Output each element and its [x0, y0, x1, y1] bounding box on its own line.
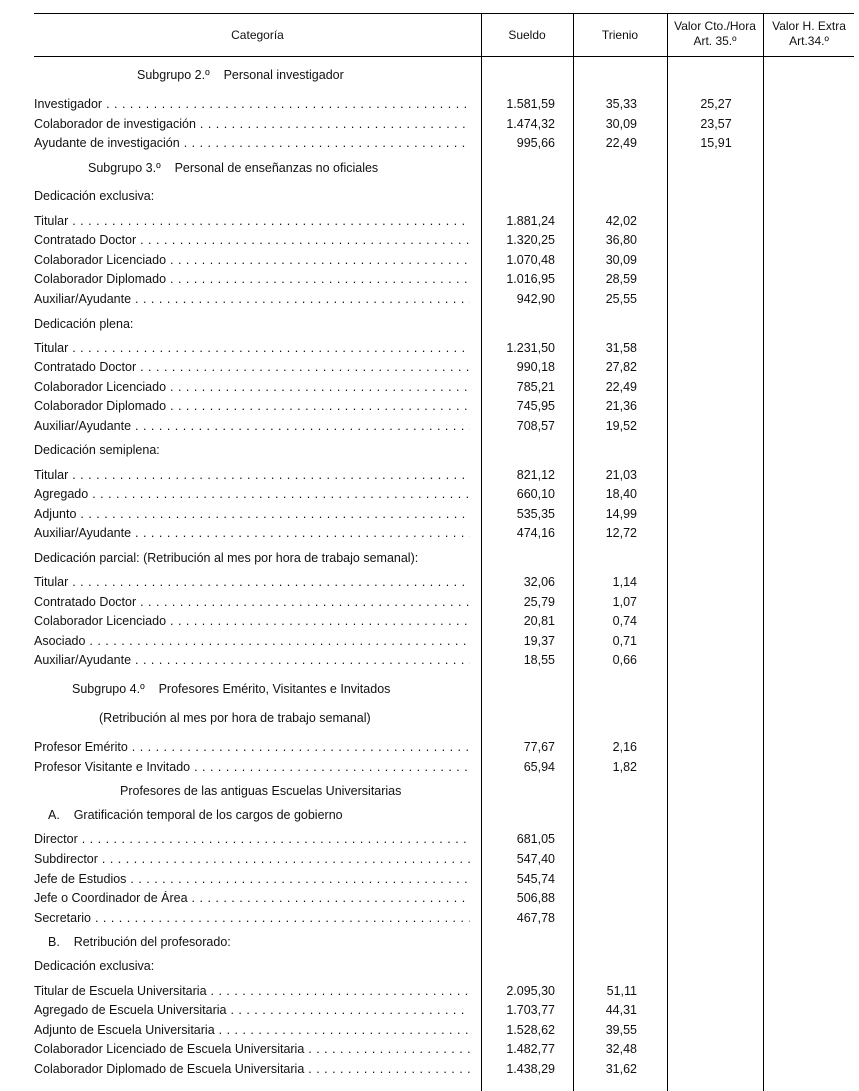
table-row [34, 653, 854, 673]
table-row [34, 832, 854, 852]
table-row [34, 360, 854, 380]
row-trienio: 21,36 [605, 399, 637, 413]
row-label: Titular . . . [34, 575, 470, 589]
row-trienio: 51,11 [606, 984, 637, 998]
row-label: Colaborador de investigación . . . [34, 117, 470, 131]
row-sueldo: 547,40 [516, 852, 555, 866]
row-trienio: 1,82 [612, 760, 637, 774]
table-row [34, 526, 854, 546]
row-label: Asociado . . . [34, 634, 470, 648]
table-row [34, 233, 854, 253]
row-label: Adjunto de Escuela Universitaria . . . [34, 1023, 470, 1037]
header-categoria: Categoría [231, 28, 284, 42]
row-label: Profesor Visitante e Invitado . . . [34, 760, 470, 774]
table-row [34, 380, 854, 400]
row-sueldo: 506,88 [516, 891, 555, 905]
row-sueldo: 467,78 [516, 911, 555, 925]
row-label: Colaborador Licenciado de Escuela Universitaria . . . [34, 1042, 470, 1056]
table-row [34, 1023, 854, 1043]
row-label: Auxiliar/Ayudante . . . [34, 292, 470, 306]
row-label: Colaborador Licenciado . . . [34, 614, 470, 628]
row-label: Profesor Emérito . . . [34, 740, 470, 754]
row-sueldo: 1.070,48 [506, 253, 555, 267]
row-sueldo: 1.320,25 [506, 233, 555, 247]
table-row [34, 740, 854, 760]
section-dedicacion-parcial: Dedicación parcial: (Retribución al mes por hora de trabajo semanal): [34, 551, 419, 565]
row-label: Subdirector . . . [34, 852, 470, 866]
row-sueldo: 942,90 [516, 292, 555, 306]
row-sueldo: 1.438,29 [506, 1062, 555, 1076]
row-label: Auxiliar/Ayudante . . . [34, 419, 470, 433]
row-sueldo: 995,66 [516, 136, 555, 150]
row-valor-cto: 15,91 [700, 136, 732, 150]
row-label: Colaborador Licenciado . . . [34, 253, 470, 267]
table-row [34, 136, 854, 156]
section-dedicacion-semiplena: Dedicación semiplena: [34, 443, 160, 457]
row-trienio: 27,82 [605, 360, 637, 374]
table-row [34, 575, 854, 595]
header-valor-extra-line2: Art.34.º [789, 34, 829, 48]
row-label: Ayudante de investigación . . . [34, 136, 470, 150]
row-trienio: 30,09 [605, 117, 637, 131]
row-label: Contratado Doctor . . . [34, 233, 470, 247]
row-label: Colaborador Licenciado . . . [34, 380, 470, 394]
row-label: Adjunto . . . [34, 507, 470, 521]
row-label: Director . . . [34, 832, 470, 846]
row-trienio: 22,49 [605, 380, 637, 394]
row-sueldo: 660,10 [516, 487, 555, 501]
row-trienio: 36,80 [605, 233, 637, 247]
row-trienio: 21,03 [605, 468, 637, 482]
row-trienio: 0,66 [612, 653, 637, 667]
table-row [34, 614, 854, 634]
header-trienio: Trienio [601, 28, 639, 42]
row-label: Titular . . . [34, 468, 470, 482]
section-subgrupo-2: Subgrupo 2.º Personal investigador [137, 68, 344, 82]
row-label: Jefe de Estudios . . . [34, 872, 470, 886]
table-row [34, 117, 854, 137]
table-row [34, 214, 854, 234]
row-trienio: 39,55 [605, 1023, 637, 1037]
row-sueldo: 77,67 [523, 740, 555, 754]
table-row [34, 97, 854, 117]
table-row [34, 292, 854, 312]
row-sueldo: 1.016,95 [506, 272, 555, 286]
section-retribucion-profesorado: B. Retribución del profesorado: [48, 935, 231, 949]
row-sueldo: 1.231,50 [506, 341, 555, 355]
table-row [34, 487, 854, 507]
row-sueldo: 474,16 [516, 526, 555, 540]
row-sueldo: 681,05 [516, 832, 555, 846]
row-trienio: 25,55 [605, 292, 637, 306]
row-trienio: 2,16 [612, 740, 637, 754]
table-top-rule [34, 13, 854, 14]
row-label: Titular de Escuela Universitaria . . . [34, 984, 470, 998]
row-label: Contratado Doctor . . . [34, 595, 470, 609]
row-sueldo: 1.703,77 [506, 1003, 555, 1017]
row-label: Colaborador Diplomado . . . [34, 272, 470, 286]
row-sueldo: 785,21 [516, 380, 555, 394]
row-sueldo: 19,37 [523, 634, 555, 648]
row-label: Colaborador Diplomado de Escuela Universitaria . . . [34, 1062, 470, 1076]
table-row [34, 891, 854, 911]
table-row [34, 1003, 854, 1023]
row-sueldo: 1.482,77 [506, 1042, 555, 1056]
row-trienio: 18,40 [605, 487, 637, 501]
row-valor-cto: 23,57 [700, 117, 732, 131]
table-row [34, 984, 854, 1004]
table-row [34, 253, 854, 273]
row-trienio: 44,31 [605, 1003, 637, 1017]
row-trienio: 1,07 [612, 595, 637, 609]
row-sueldo: 535,35 [516, 507, 555, 521]
table-row [34, 272, 854, 292]
row-sueldo: 821,12 [516, 468, 555, 482]
table-row [34, 1062, 854, 1082]
row-sueldo: 545,74 [516, 872, 555, 886]
section-retribucion-hora: (Retribución al mes por hora de trabajo semanal) [99, 711, 371, 725]
row-sueldo: 1.881,24 [506, 214, 555, 228]
row-label: Contratado Doctor . . . [34, 360, 470, 374]
section-antiguas-escuelas: Profesores de las antiguas Escuelas Universitarias [120, 784, 402, 798]
row-sueldo: 990,18 [516, 360, 555, 374]
table-row [34, 911, 854, 931]
header-valor-extra-line1: Valor H. Extra [772, 19, 846, 33]
table-row [34, 1042, 854, 1062]
table-row [34, 852, 854, 872]
row-trienio: 30,09 [605, 253, 637, 267]
row-sueldo: 18,55 [523, 653, 555, 667]
row-sueldo: 2.095,30 [506, 984, 555, 998]
row-label: Auxiliar/Ayudante . . . [34, 526, 470, 540]
row-label: Colaborador Diplomado . . . [34, 399, 470, 413]
row-label: Jefe o Coordinador de Área . . . [34, 891, 470, 905]
row-label: Agregado de Escuela Universitaria . . . [34, 1003, 470, 1017]
row-trienio: 1,14 [612, 575, 637, 589]
row-trienio: 31,58 [605, 341, 637, 355]
row-trienio: 32,48 [605, 1042, 637, 1056]
row-trienio: 14,99 [605, 507, 637, 521]
row-sueldo: 32,06 [523, 575, 555, 589]
table-row [34, 634, 854, 654]
table-row [34, 507, 854, 527]
row-label: Titular . . . [34, 341, 470, 355]
row-sueldo: 745,95 [516, 399, 555, 413]
row-trienio: 31,62 [605, 1062, 637, 1076]
header-sueldo: Sueldo [508, 28, 546, 42]
row-sueldo: 1.474,32 [506, 117, 555, 131]
row-label: Agregado . . . [34, 487, 470, 501]
section-subgrupo-4: Subgrupo 4.º Profesores Emérito, Visitantes e Invitados [72, 682, 391, 696]
row-trienio: 28,59 [605, 272, 637, 286]
table-row [34, 419, 854, 439]
row-trienio: 22,49 [605, 136, 637, 150]
section-dedicacion-plena: Dedicación plena: [34, 317, 134, 331]
table-row [34, 872, 854, 892]
row-label: Secretario . . . [34, 911, 470, 925]
row-trienio: 35,33 [605, 97, 637, 111]
row-label: Investigador . . . [34, 97, 470, 111]
header-bottom-rule [34, 56, 854, 57]
section-dedicacion-exclusiva-2: Dedicación exclusiva: [34, 959, 155, 973]
section-subgrupo-3: Subgrupo 3.º Personal de enseñanzas no oficiales [88, 161, 379, 175]
section-gratificacion: A. Gratificación temporal de los cargos de gobierno [48, 808, 343, 822]
table-row [34, 468, 854, 488]
header-valor-cto-line2: Art. 35.º [693, 34, 737, 48]
row-sueldo: 1.528,62 [506, 1023, 555, 1037]
row-label: Titular . . . [34, 214, 470, 228]
row-trienio: 0,71 [612, 634, 637, 648]
row-valor-cto: 25,27 [700, 97, 732, 111]
row-trienio: 42,02 [605, 214, 637, 228]
row-trienio: 0,74 [612, 614, 637, 628]
row-sueldo: 20,81 [523, 614, 555, 628]
row-trienio: 12,72 [605, 526, 637, 540]
table-row [34, 595, 854, 615]
section-dedicacion-exclusiva: Dedicación exclusiva: [34, 189, 155, 203]
row-trienio: 19,52 [605, 419, 637, 433]
row-label: Auxiliar/Ayudante . . . [34, 653, 470, 667]
row-sueldo: 708,57 [516, 419, 555, 433]
header-valor-cto-line1: Valor Cto./Hora [674, 19, 756, 33]
table-row [34, 399, 854, 419]
row-sueldo: 1.581,59 [506, 97, 555, 111]
table-row [34, 760, 854, 780]
row-sueldo: 65,94 [523, 760, 555, 774]
row-sueldo: 25,79 [523, 595, 555, 609]
table-row [34, 341, 854, 361]
